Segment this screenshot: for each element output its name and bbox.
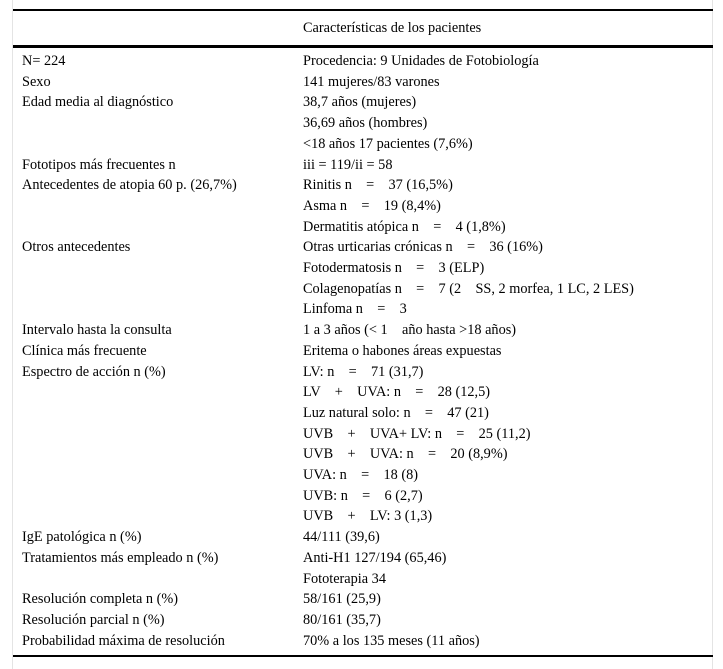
row-values	[303, 72, 713, 93]
table-body	[13, 48, 713, 655]
table-row	[13, 527, 713, 548]
table-row	[13, 362, 713, 528]
row-value-line: Fotodermatosis n = 3 (ELP)	[303, 260, 485, 277]
row-label: Edad media al diagnóstico	[22, 94, 174, 111]
row-values	[303, 92, 713, 154]
row-value-line: Procedencia: 9 Unidades de Fotobiología	[303, 53, 539, 69]
row-values	[303, 320, 713, 341]
row-values	[303, 237, 713, 320]
row-value-line: UVA: n = 18 (8)	[303, 467, 419, 484]
table-row	[13, 155, 713, 176]
row-values	[303, 51, 713, 72]
row-label: IgE patológica n (%)	[22, 529, 142, 546]
row-label: Tratamientos más empleado n (%)	[22, 549, 219, 566]
row-label: Resolución parcial n (%)	[22, 611, 165, 628]
row-values	[303, 527, 713, 548]
table-row	[13, 92, 713, 154]
table-bottom-rule	[13, 655, 713, 657]
row-label: Fototipos más frecuentes n	[22, 156, 176, 173]
row-value-line: Eritema o habones áreas expuestas	[303, 342, 502, 359]
row-value-line: iii = 119/ii = 58	[303, 156, 393, 173]
patient-characteristics-table	[13, 0, 713, 657]
row-value-line: Dermatitis atópica n = 4 (1,8%)	[303, 218, 506, 235]
row-label: Otros antecedentes	[22, 239, 131, 256]
row-value-line: 38,7 años (mujeres)	[303, 94, 417, 111]
row-value-line: Anti-H1 127/194 (65,46)	[303, 549, 447, 566]
row-values	[303, 362, 713, 528]
row-label: Sexo	[22, 73, 51, 90]
row-label: Espectro de acción n (%)	[22, 363, 166, 380]
table-row	[13, 72, 713, 93]
row-values	[303, 175, 713, 237]
table-row	[13, 341, 713, 362]
row-label: Intervalo hasta la consulta	[22, 322, 172, 339]
row-label: Probabilidad máxima de resolución	[22, 632, 225, 649]
table-row	[13, 631, 713, 652]
row-value-line: UVB + UVA: n = 20 (8,9%)	[303, 446, 508, 463]
row-value-line: 70% a los 135 meses (11 años)	[303, 632, 480, 649]
row-values	[303, 548, 713, 589]
table-row	[13, 589, 713, 610]
table-row	[13, 175, 713, 237]
row-values	[303, 155, 713, 176]
row-value-line: LV + UVA: n = 28 (12,5)	[303, 384, 491, 401]
row-value-line: Colagenopatías n = 7 (2 SS, 2 morfea, 1 LC, 2 LES)	[303, 280, 634, 297]
table-row	[13, 237, 713, 320]
row-values	[303, 341, 713, 362]
row-label: N= 224	[22, 53, 66, 69]
row-value-line: Asma n = 19 (8,4%)	[303, 197, 441, 214]
row-value-line: 80/161 (35,7)	[303, 611, 381, 628]
row-values	[303, 631, 713, 652]
table-row	[13, 320, 713, 341]
table-row	[13, 610, 713, 631]
row-value-line: 141 mujeres/83 varones	[303, 73, 440, 90]
row-value-line: <18 años 17 pacientes (7,6%)	[303, 135, 473, 152]
row-label: Clínica más frecuente	[22, 342, 147, 359]
row-value-line: Rinitis n = 37 (16,5%)	[303, 177, 453, 194]
row-value-line: Linfoma n = 3	[303, 301, 407, 318]
row-values	[303, 589, 713, 610]
row-value-line: UVB + LV: 3 (1,3)	[303, 508, 433, 525]
row-values	[303, 610, 713, 631]
table-row	[13, 548, 713, 589]
row-value-line: 44/111 (39,6)	[303, 529, 380, 546]
table-header-title: Características de los pacientes	[303, 19, 482, 36]
table-header-row	[13, 11, 713, 45]
row-label: Antecedentes de atopia 60 p. (26,7%)	[22, 177, 237, 194]
row-label: Resolución completa n (%)	[22, 591, 179, 608]
row-value-line: Fototerapia 34	[303, 570, 386, 587]
row-value-line: Luz natural solo: n = 47 (21)	[303, 404, 489, 421]
row-value-line: 1 a 3 años (< 1 año hasta >18 años)	[303, 322, 517, 339]
row-value-line: UVB + UVA+ LV: n = 25 (11,2)	[303, 425, 531, 442]
row-value-line: 58/161 (25,9)	[303, 591, 381, 608]
table-row	[13, 51, 713, 72]
row-value-line: UVB: n = 6 (2,7)	[303, 487, 423, 504]
row-value-line: 36,69 años (hombres)	[303, 115, 428, 132]
row-value-line: LV: n = 71 (31,7)	[303, 363, 424, 380]
row-value-line: Otras urticarias crónicas n = 36 (16%)	[303, 239, 543, 256]
